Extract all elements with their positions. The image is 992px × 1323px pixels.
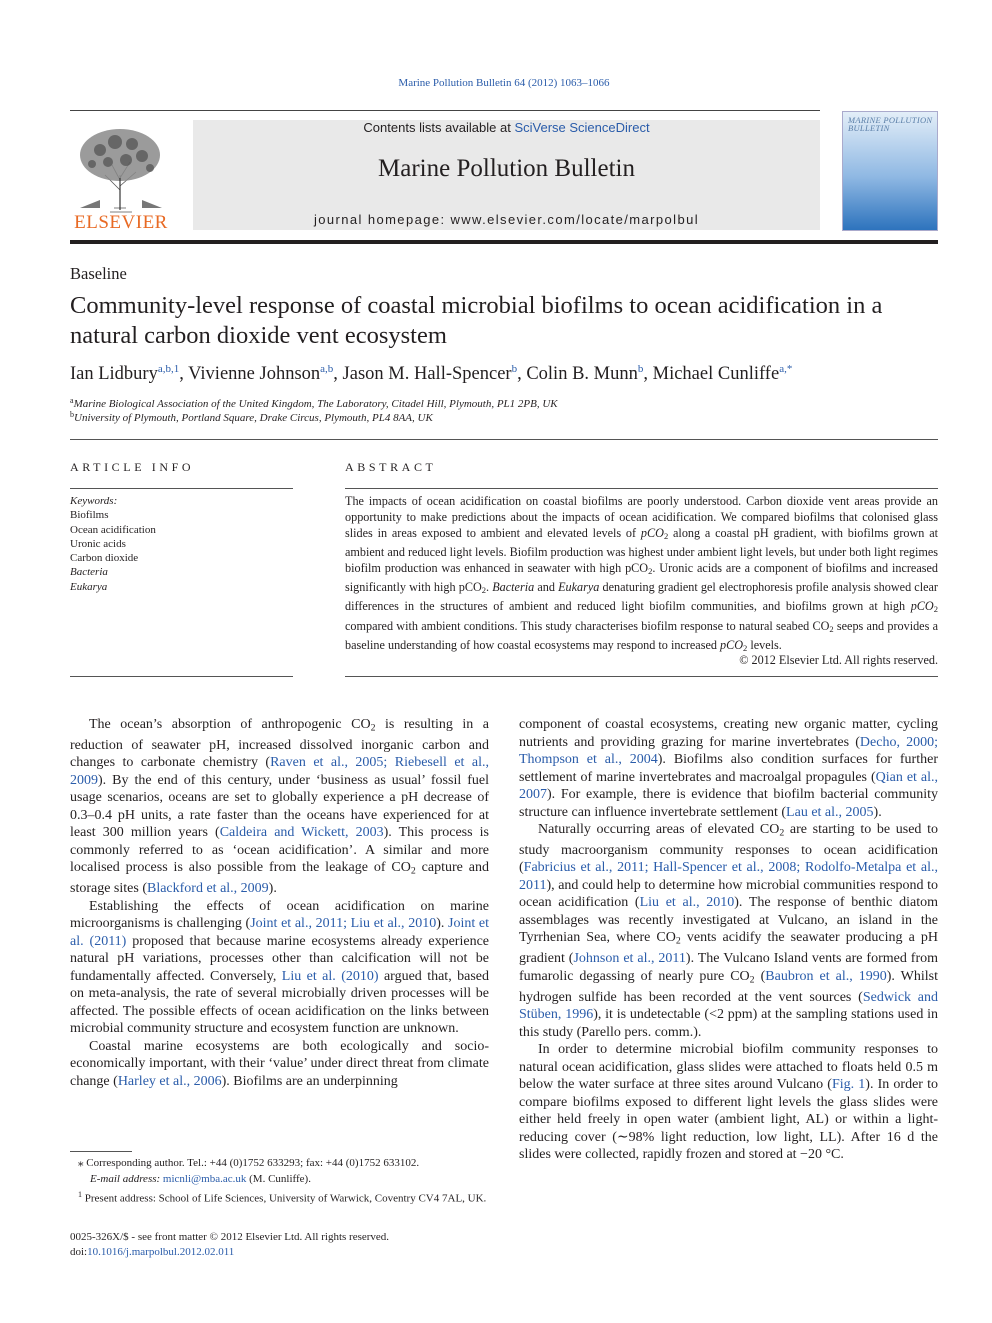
- abstract-run: denaturing gradient gel electrophoresis profile analysis showed clear differences in the structures of ambient and reduced light biofilm communities, and biofilms grown at high: [345, 580, 938, 614]
- text-run: In order to determine microbial biofilm community responses to natural ocean acidification, glass slides were attached to floats held 0.5 m below the water surface at three sites around Vulcano (: [519, 1042, 938, 1093]
- author-affiliation-marker[interactable]: b: [511, 363, 518, 375]
- abstract-run: levels.: [747, 637, 782, 652]
- affiliation-marker: a: [70, 396, 74, 405]
- text-run: are starting to be used to study macroorganism community responses to ocean acidification (: [519, 822, 938, 876]
- body-paragraph: [70, 1038, 489, 1091]
- text-run: ).: [268, 881, 277, 897]
- citation-link[interactable]: Liu et al., 2010: [639, 895, 735, 911]
- homepage-url[interactable]: www.elsevier.com/locate/marpolbul: [450, 212, 699, 227]
- text-run: argued that, based on meta-analysis, the rate of several microbially driven processes will be affected. The possible effects of ocean acidification on the links between microbial community structure and ecosystem function are unknown.: [70, 968, 489, 1037]
- author-name: Ian Lidbury: [70, 364, 158, 384]
- homepage-prefix: journal homepage:: [313, 212, 451, 227]
- author-name: Michael Cunliffe: [652, 364, 780, 384]
- text-run: Naturally occurring areas of elevated CO: [538, 822, 780, 837]
- section-label: Baseline: [70, 264, 127, 283]
- divider: [345, 488, 938, 489]
- text-run: ). Biofilms also condition surfaces for further settlement of marine invertebrates and macroalgal propagules (: [519, 752, 938, 785]
- author-separator: ,: [333, 364, 343, 384]
- sciencedirect-link[interactable]: SciVerse ScienceDirect: [514, 120, 650, 135]
- author-list: [70, 363, 938, 385]
- abstract-run: and: [534, 580, 559, 595]
- text-run: ). By the end of this century, under ‘business as usual’ fossil fuel usage scenarios, oceans are set to globally experience a pH decrease of 0.3–0.4 pH units, a rate faster than the oceans have experienced for at least 300 million years (: [70, 772, 489, 841]
- citation-link[interactable]: Johnson et al., 2011: [573, 951, 686, 967]
- figure-link[interactable]: Fig. 1: [831, 1077, 866, 1093]
- author-affiliation-marker[interactable]: b: [637, 363, 644, 375]
- keywords-block: [70, 494, 293, 594]
- divider: [70, 676, 293, 677]
- abstract-copyright: © 2012 Elsevier Ltd. All rights reserved.: [739, 653, 938, 667]
- keyword: Ocean acidification: [70, 523, 156, 536]
- footnote-text: (M. Cunliffe).: [246, 1172, 311, 1185]
- text-run: Establishing the effects of ocean acidification on marine microorganisms is challenging (: [70, 898, 489, 932]
- subscript: 2: [779, 827, 785, 839]
- text-run: ). Whilst hydrogen sulfide has been recorded at the vent sources (: [519, 968, 938, 1005]
- body-paragraph: [519, 716, 938, 821]
- text-run: The ocean’s absorption of anthropogenic CO: [89, 717, 371, 732]
- abstract-run: along a coastal pH gradient, with biofilms grown at ambient and reduced light levels. Biofilm production was highest under ambient light levels, but under both light regimes biofilm production was enhanced in seawater with high pCO: [345, 526, 938, 576]
- email-link[interactable]: micnli@mba.ac.uk: [162, 1172, 247, 1185]
- doi-link[interactable]: 10.1016/j.marpolbul.2012.02.011: [87, 1246, 235, 1258]
- footnote-present-address: [70, 1187, 489, 1207]
- body-column-left: [70, 716, 489, 1090]
- author-name: Colin B. Munn: [526, 364, 638, 384]
- text-run: ), and could help to determine how microbial communities respond to ocean acidification (: [519, 877, 938, 911]
- subscript: 2: [648, 566, 653, 577]
- keyword: Uronic acids: [70, 537, 126, 550]
- abstract-run: . Uronic acids are a component of biofilms and increased significantly with high pCO: [345, 561, 938, 595]
- journal-homepage: [193, 212, 820, 227]
- abstract-run: compared with ambient conditions. This study characterises biofilm response to natural seabed CO: [345, 618, 830, 633]
- subscript: 2: [370, 722, 376, 734]
- citation-link[interactable]: Lau et al., 2005: [786, 804, 874, 820]
- abstract-run: pCO: [910, 599, 934, 614]
- abstract-run: pCO: [640, 526, 664, 540]
- text-run: component of coastal ecosystems, creating new organic matter, cycling nutrients and providing grazing for marine invertebrates (: [519, 717, 938, 750]
- text-run: ). Biofilms are an underpinning: [221, 1073, 398, 1089]
- citation-link[interactable]: Caldeira and Wickett, 2003: [219, 825, 384, 841]
- footnote-marker: 1: [78, 1190, 82, 1199]
- text-run: Coastal marine ecosystems are both ecologically and socio-economically important, with their ‘value’ under direct threat from climate change (: [70, 1038, 489, 1089]
- citation-link[interactable]: Qian et al., 2007: [519, 769, 938, 802]
- subscript: 2: [663, 531, 669, 542]
- affiliation: [70, 410, 433, 424]
- subscript: 2: [410, 865, 416, 877]
- citation-link[interactable]: Liu et al. (2010): [281, 968, 379, 984]
- subscript: 2: [743, 642, 748, 653]
- citation-link[interactable]: Joint et al., 2011; Liu et al., 2010: [250, 916, 437, 932]
- text-run: ), it is undetectable (<2 ppm) at the sampling stations used in this study (Parello pers. comm.).: [519, 1007, 939, 1040]
- abstract-run: Bacteria: [492, 580, 535, 595]
- divider: [70, 488, 293, 489]
- citation-link[interactable]: Decho, 2000; Thompson et al., 2004: [519, 734, 938, 767]
- author-separator: ,: [517, 364, 527, 384]
- abstract-run: .: [486, 580, 493, 595]
- citation-link[interactable]: Raven et al., 2005; Riebesell et al., 2009: [70, 755, 489, 788]
- body-paragraph: [70, 898, 489, 1038]
- text-run: is resulting in a reduction of seawater pH, increased dissolved inorganic carbon and changes to carbonate chemistry (: [70, 717, 489, 771]
- footnote-marker: ⁎: [78, 1157, 84, 1169]
- affiliation-text: University of Plymouth, Portland Square, Drake Circus, Plymouth, PL4 8AA, UK: [74, 412, 433, 424]
- subscript: 2: [481, 585, 487, 596]
- text-run: vents acidify the seawater producing a pH gradient (: [519, 930, 938, 967]
- abstract-text: [345, 493, 938, 656]
- contents-prefix: Contents lists available at: [363, 120, 515, 135]
- divider: [345, 676, 938, 677]
- keyword: Carbon dioxide: [70, 552, 139, 565]
- elsevier-logo-text: ELSEVIER: [74, 212, 168, 233]
- divider: [70, 439, 938, 440]
- text-run: (: [754, 968, 766, 984]
- text-run: ). This process is commonly referred to as ‘ocean acidification’. A similar and more localised process is also possible from the leakage of CO: [70, 825, 490, 876]
- affiliation: [70, 396, 558, 410]
- affiliation-marker: b: [70, 410, 74, 419]
- affiliation-text: Marine Biological Association of the United Kingdom, The Laboratory, Citadel Hill, Plymouth, PL1 2PB, UK: [73, 398, 558, 410]
- footnote-rule: [70, 1151, 132, 1152]
- footnote-email: [70, 1172, 489, 1188]
- author-affiliation-marker[interactable]: a,b: [320, 363, 334, 375]
- doi-line: [70, 1245, 489, 1260]
- body-paragraph: [70, 716, 489, 898]
- text-run: ).: [873, 804, 882, 820]
- keywords-label: Keywords:: [70, 495, 118, 507]
- email-label: E-mail address:: [90, 1172, 161, 1185]
- body-column-right: [519, 716, 938, 1164]
- cover-title: MARINE POLLUTION BULLETIN: [848, 115, 933, 133]
- abstract-run: Eukarya: [558, 580, 600, 595]
- keyword: Bacteria: [70, 566, 108, 579]
- journal-citation[interactable]: Marine Pollution Bulletin 64 (2012) 1063–1066: [398, 77, 610, 89]
- doi-label: doi:: [70, 1246, 88, 1258]
- citation-link[interactable]: Sedwick and Stüben, 1996: [519, 989, 938, 1023]
- footnote-text: Corresponding author. Tel.: +44 (0)1752 633293; fax: +44 (0)1752 633102.: [86, 1157, 420, 1169]
- article-title: Community-level response of coastal microbial biofilms to ocean acidification in a natural carbon dioxide vent ecosystem: [70, 292, 883, 349]
- text-run: capture and storage sites (: [70, 860, 489, 897]
- subscript: 2: [749, 974, 755, 986]
- contents-availability: [193, 120, 820, 135]
- author-name: Jason M. Hall-Spencer: [342, 364, 512, 384]
- citation-link[interactable]: Blackford et al., 2009: [146, 881, 269, 897]
- abstract-run: pCO: [720, 637, 744, 652]
- keyword: Biofilms: [70, 509, 109, 522]
- article-info-heading: ARTICLE INFO: [70, 460, 195, 474]
- issn-line: 0025-326X/$ - see front matter © 2012 Elsevier Ltd. All rights reserved.: [70, 1231, 390, 1243]
- footnotes: [70, 1156, 489, 1207]
- text-run: ). For example, there is evidence that biofilm bacterial community structure can influence invertebrate settlement (: [519, 787, 938, 820]
- footnote-corresponding: [70, 1156, 489, 1172]
- subscript: 2: [829, 623, 834, 634]
- journal-title: Marine Pollution Bulletin: [378, 155, 635, 182]
- author-affiliation-marker[interactable]: a,*: [779, 363, 793, 375]
- body-paragraph: [519, 1041, 938, 1164]
- citation-link[interactable]: Joint et al. (2011): [70, 916, 489, 949]
- author-name: Vivienne Johnson: [188, 364, 321, 384]
- author-separator: ,: [643, 364, 653, 384]
- citation-link[interactable]: Fabricius et al., 2011; Hall-Spencer et al., 2008; Rodolfo-Metalpa et al., 2011: [519, 860, 938, 893]
- header-top-rule: [70, 110, 820, 111]
- abstract-heading: ABSTRACT: [345, 460, 437, 474]
- body-paragraph: [519, 821, 938, 1041]
- abstract-run: The impacts of ocean acidification on coastal biofilms are poorly understood. Carbon dioxide vent areas provide an opportunity to make predictions about the impacts of ocean acidification. We compared biofilms that colonised glass slides in areas exposed to ambient and elevated levels of: [345, 494, 938, 540]
- text-run: ). In order to compare biofilms exposed to different light levels the glass slides were either held freely in open water (ambient light, AL) or within a light-reducing cover (∼98% light reduction, low light, LL). After 16 d the slides were collected, rapidly frozen and stored at −20 °C.: [519, 1077, 938, 1163]
- citation-link[interactable]: Harley et al., 2006: [117, 1073, 222, 1089]
- abstract-run: seeps and provides a baseline understanding of how coastal ecosystems may respond to increased: [345, 618, 938, 652]
- keyword: Eukarya: [70, 580, 108, 593]
- header-bottom-rule: [70, 240, 938, 244]
- footnote-text: Present address: School of Life Sciences, University of Warwick, Coventry CV4 7AL, UK.: [84, 1192, 487, 1205]
- front-matter: [70, 1230, 489, 1260]
- text-run: ). The Vulcano Island vents are formed from fumarolic degassing of nearly pure CO: [519, 951, 939, 984]
- subscript: 2: [675, 935, 681, 947]
- author-separator: ,: [179, 364, 189, 384]
- subscript: 2: [933, 604, 938, 615]
- text-run: ).: [436, 916, 449, 932]
- citation-link[interactable]: Baubron et al., 1990: [765, 968, 887, 984]
- author-affiliation-marker[interactable]: a,b,1: [157, 363, 180, 375]
- text-run: ). The response of benthic diatom assemblages was recently investigated at Vulcano, an island in the Tyrrhenian Sea, where CO: [519, 895, 938, 946]
- text-run: proposed that because marine ecosystems already experience natural pH variations, processes other than calcification will not be fundamentally affected. Conversely,: [70, 933, 489, 984]
